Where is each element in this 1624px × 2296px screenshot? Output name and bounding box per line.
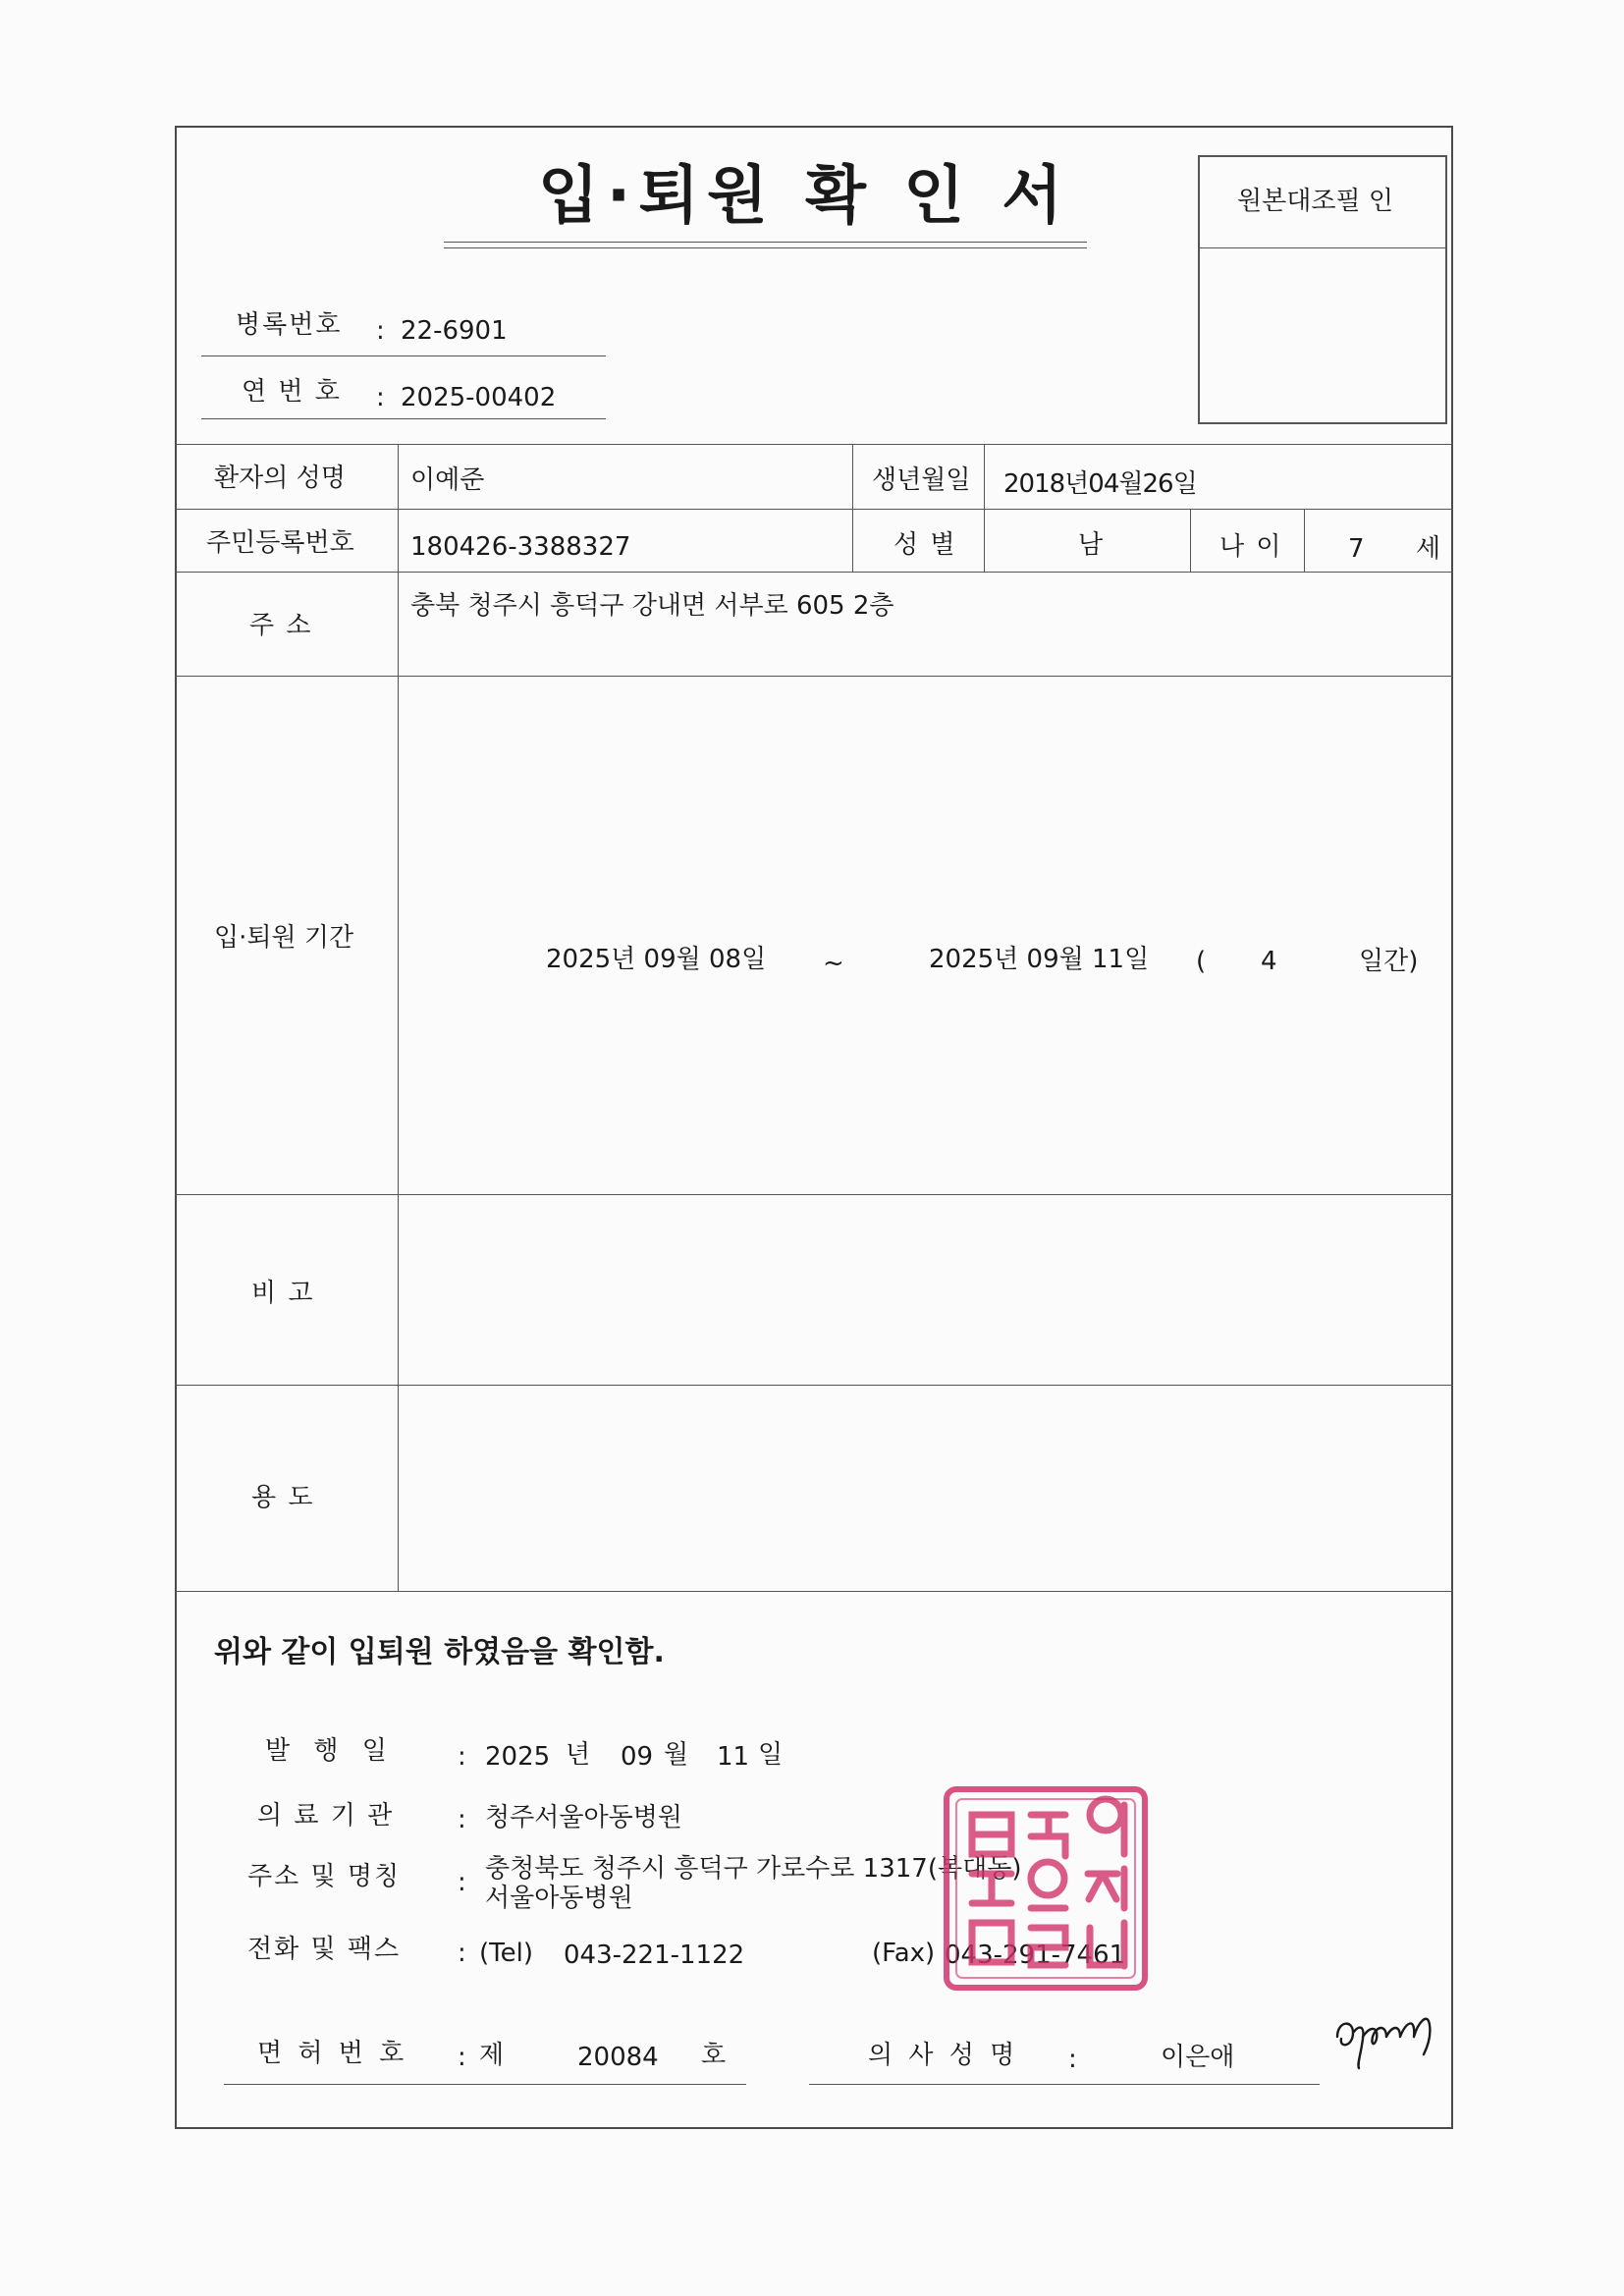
period-days-unit: 일간) [1359,947,1419,976]
period-start: 2025년 09월 08일 [546,945,767,974]
ward-no-label: 병록번호 [236,310,343,340]
hospital-seal [943,1785,1149,1992]
certified-copy-box [1198,155,1447,424]
birth-value-divider [984,444,985,572]
confirmation-statement: 위와 같이 입퇴원 하였음을 확인함. [214,1635,665,1669]
signature-graphic [1331,2003,1439,2082]
address-value: 충북 청주시 흥덕구 강내면 서부로 605 2층 [410,591,894,621]
row-line-4 [175,1194,1453,1195]
document-title: 입·퇴원 확 인 서 [538,160,1071,233]
fax-value: 043-291-7461 [945,1941,1126,1970]
ward-no-value: 22-6901 [401,316,508,346]
phone-colon: : [458,1939,466,1968]
serial-no-value: 2025-00402 [401,383,557,412]
issue-month: 09 [621,1742,654,1772]
ward-no-colon: : [376,316,385,346]
ward-no-underline [201,355,606,356]
label-column-divider [398,444,399,1591]
age-label-divider-left [1190,509,1191,572]
doctor-signature [1331,2003,1439,2082]
issue-day: 11 [717,1742,750,1772]
doctor-value: 이은애 [1161,2043,1235,2072]
sex-value: 남 [1078,530,1104,560]
period-open-paren: ( [1196,947,1207,976]
seal-graphic [943,1785,1149,1992]
period-label: 입·퇴원 기간 [214,923,354,953]
address-label: 주 소 [249,611,313,640]
table-top-line [175,444,1453,445]
fax-label: (Fax) [872,1939,936,1968]
license-suffix: 호 [701,2041,727,2070]
row-line-6 [175,1591,1453,1592]
age-label: 나 이 [1219,532,1283,562]
age-label-divider-right [1304,509,1305,572]
serial-no-label: 연 번 호 [242,377,342,407]
issue-month-unit: 월 [664,1740,689,1770]
certified-copy-label: 원본대조필 인 [1237,187,1393,216]
serial-no-colon: : [376,383,385,412]
certified-copy-divider [1200,247,1445,248]
tel-label: (Tel) [479,1939,533,1968]
tel-value: 043-221-1122 [564,1941,745,1970]
issuer-address-colon: : [458,1868,466,1897]
issue-day-unit: 일 [758,1740,784,1770]
doctor-colon: : [1068,2045,1077,2074]
period-end: 2025년 09월 11일 [929,945,1150,974]
license-colon: : [458,2043,466,2072]
license-value: 20084 [577,2043,659,2072]
issuer-address-label: 주소 및 명칭 [247,1862,402,1891]
doctor-underline [809,2084,1320,2085]
rrn-value: 180426-3388327 [410,532,631,562]
issuer-address-line2: 서울아동병원 [485,1884,633,1913]
rrn-label: 주민등록번호 [206,528,354,558]
institution-label: 의 료 기 관 [257,1801,395,1831]
license-underline [224,2084,746,2085]
remarks-label: 비 고 [251,1279,315,1308]
title-underline-2 [444,247,1087,248]
sex-label: 성 별 [893,530,957,560]
purpose-label: 용 도 [251,1483,315,1512]
birth-date-label: 생년월일 [872,465,971,495]
license-label: 면 허 번 호 [257,2039,408,2068]
patient-name-value: 이예준 [410,465,485,495]
title-underline-1 [444,242,1087,243]
doctor-label: 의 사 성 명 [868,2041,1019,2070]
license-prefix: 제 [479,2041,505,2070]
age-value: 7 [1348,534,1365,564]
row-line-3 [175,676,1453,677]
patient-name-label: 환자의 성명 [214,464,346,493]
birth-date-value: 2018년04월26일 [1003,469,1197,499]
issue-date-label: 발 행 일 [265,1736,395,1766]
row-line-1 [175,509,1453,510]
institution-colon: : [458,1805,466,1834]
phone-fax-label: 전화 및 팩스 [247,1935,402,1964]
issue-year-unit: 년 [566,1740,591,1770]
period-days: 4 [1261,947,1277,976]
birth-sex-divider [852,444,853,572]
serial-no-underline [201,418,606,419]
period-tilde: ~ [823,949,844,978]
issuer-address-line1: 충청북도 청주시 흥덕구 가로수로 1317(복대동) [485,1854,1022,1884]
issue-year: 2025 [485,1742,551,1772]
age-unit: 세 [1416,534,1441,564]
row-line-2 [175,572,1453,573]
issue-date-colon: : [458,1742,466,1772]
row-line-5 [175,1385,1453,1386]
institution-value: 청주서울아동병원 [485,1803,682,1832]
